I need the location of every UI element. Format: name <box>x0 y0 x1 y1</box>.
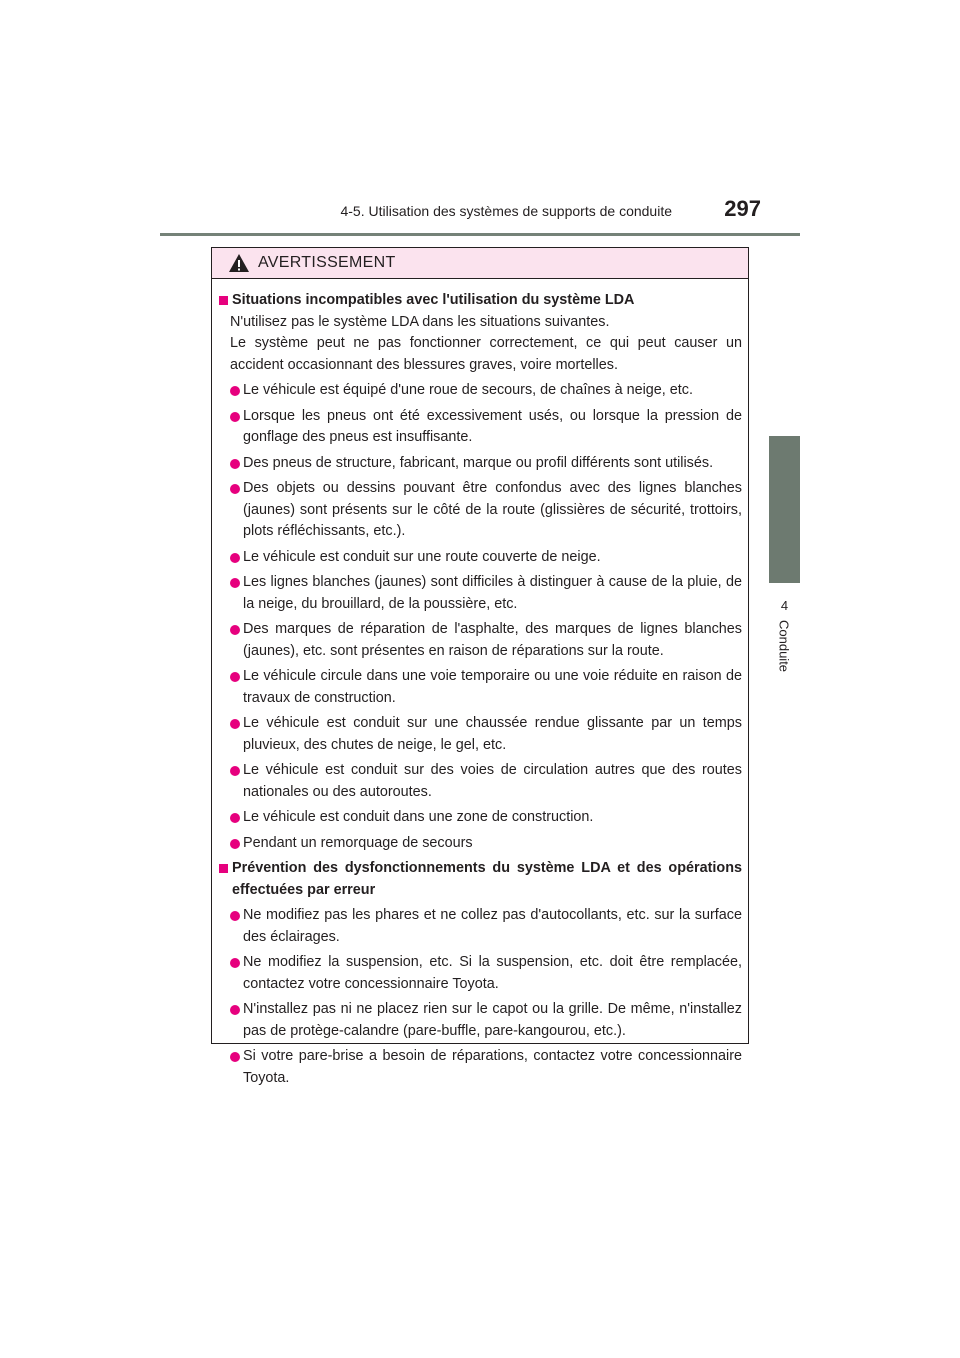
list-item-text: Le véhicule est conduit dans une zone de construction. <box>243 809 594 825</box>
header-section-title: 4-5. Utilisation des systèmes de supports de conduite <box>340 203 672 219</box>
list-item-text: Le véhicule est conduit sur une chaussée rendue glissante par un temps pluvieux, des chutes de neige, le gel, etc. <box>243 715 742 753</box>
list-item <box>230 666 742 709</box>
bullet-dot-icon <box>230 484 240 494</box>
section-heading-text: Situations incompatibles avec l'utilisation du système LDA <box>232 292 635 308</box>
list-item <box>230 478 742 543</box>
square-bullet-icon <box>219 864 228 873</box>
side-tab <box>769 436 800 583</box>
warning-box <box>211 247 749 1086</box>
list-item <box>230 619 742 662</box>
bullet-dot-icon <box>230 1005 240 1015</box>
list-item-text: Des marques de réparation de l'asphalte, des marques de lignes blanches (jaunes), etc. sont présentes en raison de réparations sur la route. <box>243 621 742 659</box>
side-tab-label: Conduite <box>776 620 792 673</box>
section-heading <box>219 290 742 312</box>
list-item <box>230 380 742 402</box>
list-item-text: Le véhicule circule dans une voie temporaire ou une voie réduite en raison de travaux de construction. <box>243 668 742 706</box>
list-item-text: Ne modifiez pas les phares et ne collez pas d'autocollants, etc. sur la surface des éclairages. <box>243 907 742 945</box>
list-item <box>230 453 742 475</box>
list-item-text: Des objets ou dessins pouvant être confondus avec des lignes blanches (jaunes) sont présents sur le côté de la route (glissières de sécurité, trottoirs, plots réfléchissants, etc.). <box>243 480 742 539</box>
page-number: 297 <box>724 196 761 221</box>
list-item <box>230 905 742 948</box>
header-rule <box>160 233 800 236</box>
bullet-dot-icon <box>230 672 240 682</box>
bullet-dot-icon <box>230 839 240 849</box>
list-item-text: Si votre pare-brise a besoin de réparations, contactez votre concessionnaire Toyota. <box>243 1048 742 1086</box>
list-item <box>230 760 742 803</box>
section-heading-text: Prévention des dysfonctionnements du système LDA et des opérations effectuées par erreur <box>232 860 742 898</box>
list-item <box>230 833 742 855</box>
list-item <box>230 999 742 1042</box>
bullet-dot-icon <box>230 911 240 921</box>
list-item-text: Pendant un remorquage de secours <box>243 834 473 851</box>
intro-paragraph: Le système peut ne pas fonctionner correctement, ce qui peut causer un accident occasionnant des blessures graves, voire mortelles. <box>230 335 742 373</box>
list-item <box>230 406 742 449</box>
bullet-dot-icon <box>230 1052 240 1062</box>
list-item <box>230 1046 742 1089</box>
warning-title: AVERTISSEMENT <box>258 254 396 271</box>
side-tab-number: 4 <box>780 598 789 613</box>
list-item-text: Des pneus de structure, fabricant, marque ou profil différents sont utilisés. <box>243 454 714 471</box>
bullet-dot-icon <box>230 625 240 635</box>
list-item-text: Ne modifiez la suspension, etc. Si la suspension, etc. doit être remplacée, contactez votre concessionnaire Toyota. <box>243 954 742 992</box>
list-item <box>230 952 742 995</box>
intro-paragraph: N'utilisez pas le système LDA dans les situations suivantes. <box>230 313 610 330</box>
list-item-text: Lorsque les pneus ont été excessivement usés, ou lorsque la pression de gonflage des pneus est insuffisante. <box>243 407 742 445</box>
bullet-dot-icon <box>230 412 240 422</box>
bullet-dot-icon <box>230 386 240 396</box>
warning-body <box>212 279 748 1089</box>
bullet-dot-icon <box>230 553 240 563</box>
list-item <box>230 807 742 829</box>
bullet-dot-icon <box>230 719 240 729</box>
bullet-dot-icon <box>230 459 240 469</box>
list-item <box>230 713 742 756</box>
list-item <box>230 547 742 569</box>
list-item <box>230 572 742 615</box>
bullet-dot-icon <box>230 813 240 823</box>
bullet-dot-icon <box>230 766 240 776</box>
list-item-text: Le véhicule est équipé d'une roue de secours, de chaînes à neige, etc. <box>243 382 693 398</box>
section-heading <box>219 858 742 901</box>
list-item-text: N'installez pas ni ne placez rien sur le capot ou la grille. De même, n'installez pas de protège-calandre (pare-buffle, pare-kangourou, etc.). <box>243 1001 742 1039</box>
warning-triangle-icon <box>228 253 250 273</box>
list-item-text: Les lignes blanches (jaunes) sont difficiles à distinguer à cause de la pluie, de la neige, du brouillard, de la poussière, etc. <box>243 574 742 612</box>
warning-header <box>212 248 748 279</box>
bullet-dot-icon <box>230 578 240 588</box>
square-bullet-icon <box>219 296 228 305</box>
bullet-dot-icon <box>230 958 240 968</box>
list-item-text: Le véhicule est conduit sur une route couverte de neige. <box>243 548 601 565</box>
list-item-text: Le véhicule est conduit sur des voies de circulation autres que des routes nationales ou des autoroutes. <box>243 762 742 800</box>
